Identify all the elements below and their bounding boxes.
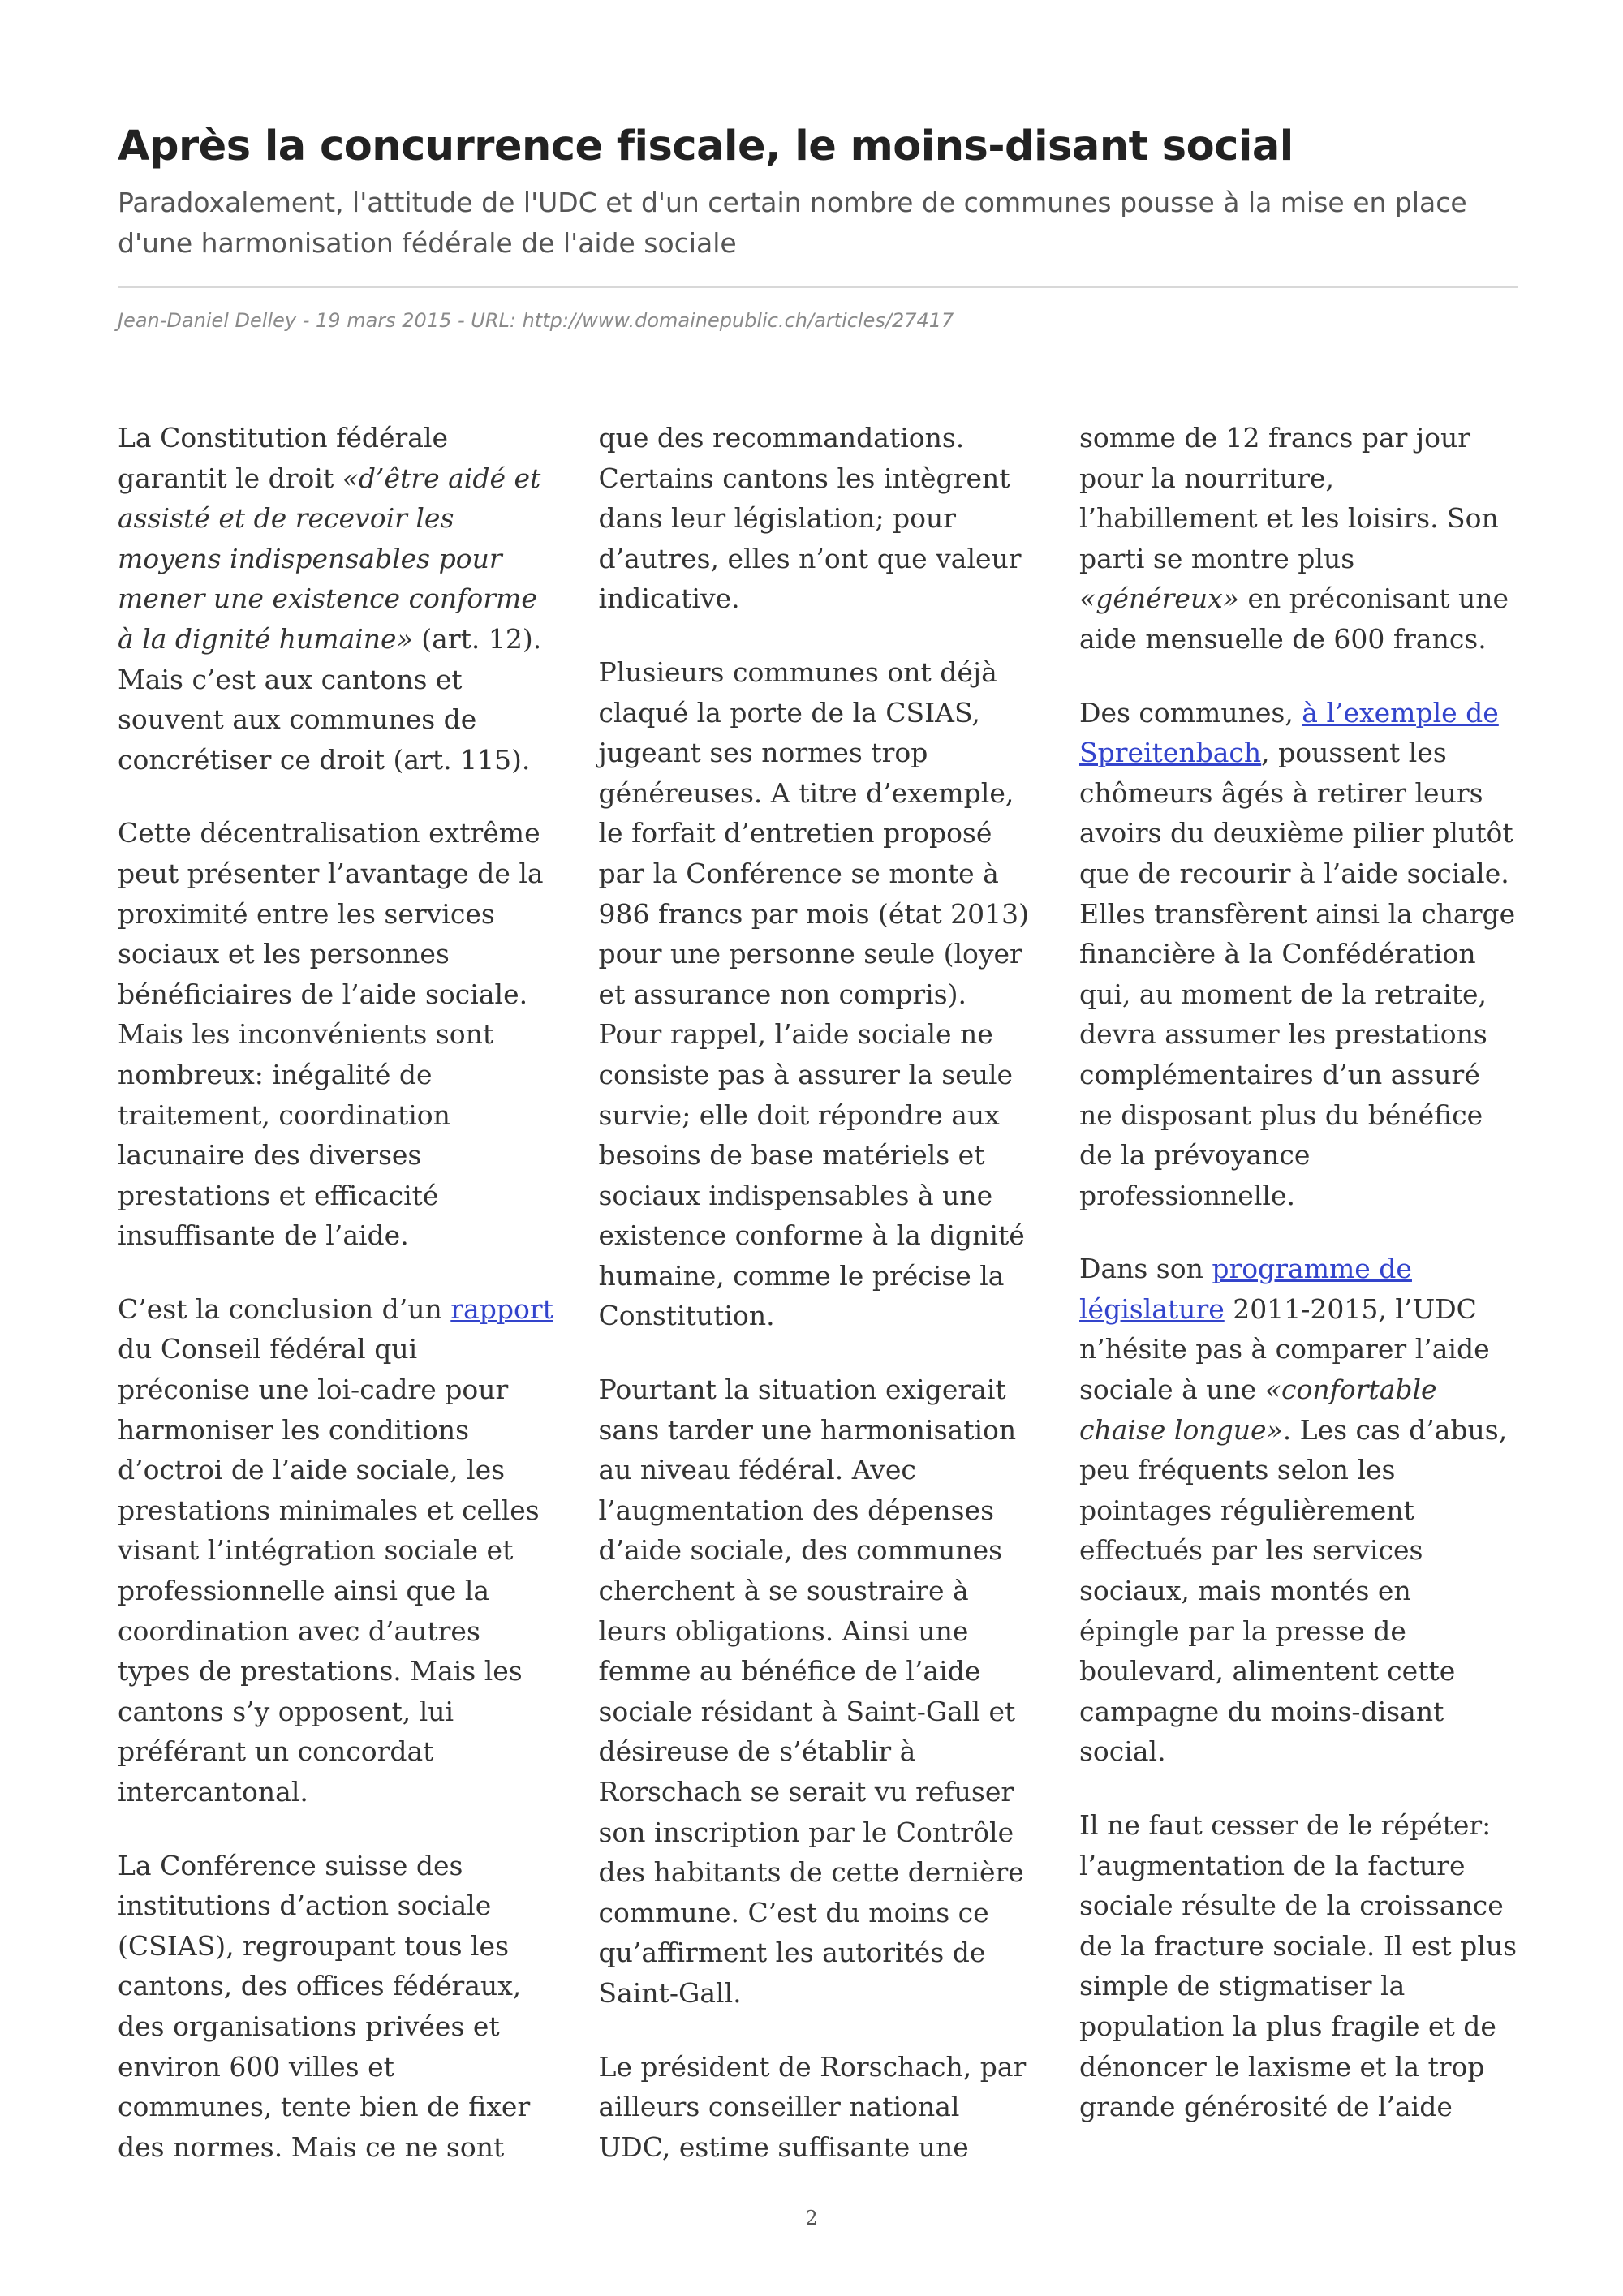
column-1 [118,418,556,2186]
paragraph: que des recommandations. Certains cantons les intègrent dans leur législation; pour d’autres, elles n’ont que valeur indicative. [598,422,1022,615]
paragraph: somme de 12 francs par jour pour la nourriture, l’habillement et les loisirs. Son parti se montre plus «généreux» en préconisant une aide mensuelle de 600 francs. [1079,422,1509,655]
paragraph: Plusieurs communes ont déjà claqué la porte de la CSIAS, jugeant ses normes trop généreuses. A titre d’exemple, le forfait d’entretien proposé par la Conférence se monte à 986 francs par mois (état 2013) pour une personne seule (loyer et assurance non compris). Pour rappel, l’aide sociale ne consiste pas à assurer la seule survie; elle doit répondre aux besoins de base matériels et sociaux indispensables à une existence conforme à la dignité humaine, comme le précise la Constitution. [598,656,1029,1332]
article-byline: Jean-Daniel Delley - 19 mars 2015 - URL: http://www.domainepublic.ch/articles/27417 [118,309,954,333]
paragraph: Pourtant la situation exigerait sans tarder une harmonisation au niveau fédéral. Avec l’augmentation des dépenses d’aide sociale, des communes cherchent à se soustraire à leurs obligations. Ainsi une femme au bénéfice de l’aide sociale résidant à Saint-Gall et désireuse de s’établir à Rorschach se serait vu refuser son inscription par le Contrôle des habitants de cette dernière commune. C’est du moins ce qu’affirment les autorités de Saint-Gall. [598,1374,1024,2009]
paragraph: La Constitution fédérale garantit le droit «d’être aidé et assisté et de recevoir les moyens indispensables pour mener une existence conforme à la dignité humaine» (art. 12). Mais c’est aux cantons et souvent aux communes de concrétiser ce droit (art. 115). [118,422,542,776]
rapport-link[interactable]: rapport [450,1292,553,1325]
paragraph: Il ne faut cesser de le répéter: l’augmentation de la facture sociale résulte de la croissance de la fracture sociale. Il est plus simple de stigmatiser la population la plus fragile et de dénoncer le laxisme et la trop grande générosité de l’aide [1079,1809,1518,2123]
article-subtitle: Paradoxalement, l'attitude de l'UDC et d'un certain nombre de communes pousse à la mise en place d'une harmonisation fédérale de l'aide sociale [118,187,1467,260]
column-2 [599,418,1037,2186]
header-divider [118,286,1518,288]
quote: «confortable chaise longue» [1079,1374,1437,1446]
quote: «généreux» [1079,583,1239,615]
column-3 [1079,418,1518,2186]
programme-legislature-link[interactable]: programme de législature [1079,1253,1412,1325]
spreitenbach-link[interactable]: à l’exemple de Spreitenbach [1079,696,1499,769]
paragraph: Des communes, à l’exemple de Spreitenbach, poussent les chômeurs âgés à retirer leurs avoirs du deuxième pilier plutôt que de recourir à l’aide sociale. Elles transfèrent ainsi la charge financière à la Confédération qui, au moment de la retraite, devra assumer les prestations complémentaires d’un assuré ne disposant plus du bénéfice de la prévoyance professionnelle. [1079,696,1516,1211]
paragraph: C’est la conclusion d’un rapport du Conseil fédéral qui préconise une loi-cadre pour harmoniser les conditions d’octroi de l’aide sociale, les prestations minimales et celles visant l’intégration sociale et professionnelle ainsi que la coordination avec d’autres types de prestations. Mais les cantons s’y opposent, lui préférant un concordat intercantonal. [118,1292,553,1808]
paragraph: La Conférence suisse des institutions d’action sociale (CSIAS), regroupant tous les cantons, des offices fédéraux, des organisations privées et environ 600 villes et communes, tente bien de fixer des normes. Mais ce ne sont [118,1849,531,2163]
article-title: Après la concurrence fiscale, le moins-disant social [118,123,1294,170]
paragraph: Cette décentralisation extrême peut présenter l’avantage de la proximité entre les services sociaux et les personnes bénéficiaires de l’aide sociale. Mais les inconvénients sont nombreux: inégalité de traitement, coordination lacunaire des diverses prestations et efficacité insuffisante de l’aide. [118,817,544,1252]
paragraph: Le président de Rorschach, par ailleurs conseiller national UDC, estime suffisante une [598,2050,1027,2163]
quote: «d’être aidé et assisté et de recevoir les moyens indispensables pour mener une existence conforme à la dignité humaine» [118,462,541,655]
page-number: 2 [805,2207,818,2229]
paragraph: Dans son programme de législature 2011-2015, l’UDC n’hésite pas à comparer l’aide sociale à une «confortable chaise longue». Les cas d’abus, peu fréquents selon les pointages régulièrement effectués par les services sociaux, mais montés en épingle par la presse de boulevard, alimentent cette campagne du moins-disant social. [1079,1253,1508,1768]
article-body [118,418,1518,2186]
article-header [118,122,1518,332]
